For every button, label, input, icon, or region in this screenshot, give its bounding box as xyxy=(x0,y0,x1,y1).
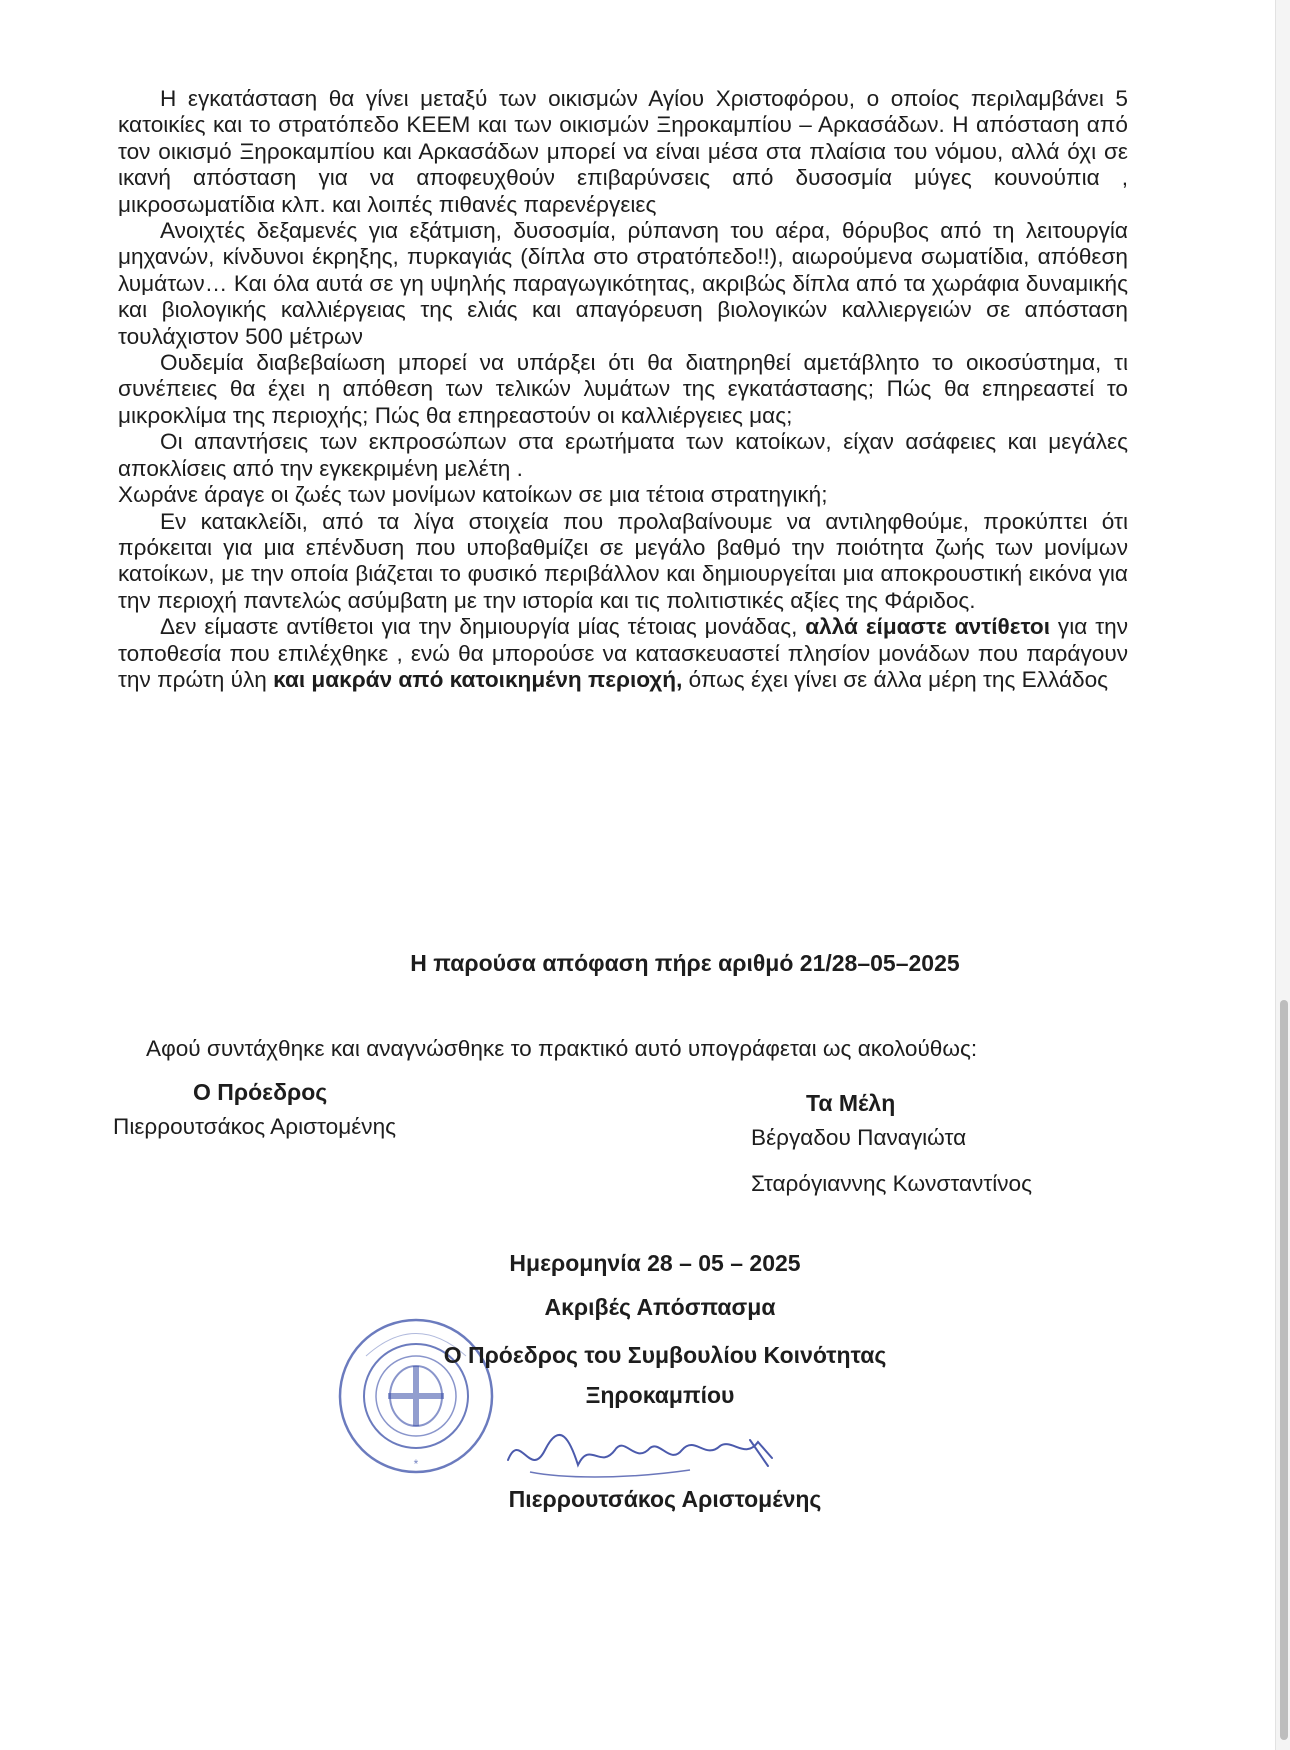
position-bold-2: και μακράν από κατοικημένη περιοχή, xyxy=(273,666,683,692)
paragraph-open-tanks: Ανοιχτές δεξαμενές για εξάτμιση, δυσοσμία, ρύπανση του αέρα, θόρυβος από τη λειτουργία μηχανών, κίνδυνοι έκρηξης, πυρκαγιάς (δίπλα στο στρατόπεδο!!), αιωρούμενα σωματίδια, απόθεση λυμάτων… Και όλα αυτά σε γη υψηλής παραγωγικότητας, ακριβώς δίπλα από τα χωράφια δυναμικής και βιολογικής καλλιέργειας της ελιάς και απαγόρευση βιολογικών καλλιεργειών σε απόσταση τουλάχιστον 500 μέτρων xyxy=(118,218,1128,349)
vertical-scrollbar[interactable] xyxy=(1275,0,1290,1750)
footer-date: Ημερομηνία 28 – 05 – 2025 xyxy=(509,1250,801,1276)
paragraph-ecosystem: Ουδεμία διαβεβαίωση μπορεί να υπάρξει ότι θα διατηρηθεί αμετάβλητο το οικοσύστημα, τι συνέπειες θα έχει η απόθεση των τελικών λυμάτων της εγκατάστασης; Πώς θα επηρεαστεί το μικροκλίμα της περιοχής; Πώς θα επηρεαστούν οι καλλιέργειες μας; xyxy=(118,350,1128,428)
member-name: Βέργαδου Παναγιώτα xyxy=(751,1125,967,1150)
members-title: Τα Μέλη xyxy=(806,1090,896,1116)
handwritten-signature xyxy=(500,1420,780,1490)
position-bold-1: αλλά είμαστε αντίθετοι xyxy=(805,614,1050,640)
decision-number: Η παρούσα απόφαση πήρε αριθμό 21/28–05–2025 xyxy=(410,950,960,976)
paragraph-question: Χωράνε άραγε οι ζωές των μονίμων κατοίκων σε μια τέτοια στρατηγική; xyxy=(118,482,828,508)
member-name: Σταρόγιαννης Κωνσταντίνος xyxy=(751,1171,1033,1196)
svg-text:*: * xyxy=(413,1457,419,1471)
scrollbar-thumb[interactable] xyxy=(1280,1000,1288,1740)
closing-sentence: Αφού συντάχθηκε και αναγνώσθηκε το πρακτικό αυτό υπογράφεται ως ακολούθως: xyxy=(146,1036,978,1061)
paragraph-answers: Οι απαντήσεις των εκπροσώπων στα ερωτήματα των κατοίκων, είχαν ασάφειες και μεγάλες αποκλίσεις από την εγκεκριμένη μελέτη . xyxy=(118,429,1128,481)
paragraph-conclusion: Εν κατακλείδι, από τα λίγα στοιχεία που προλαβαίνουμε να αντιληφθούμε, προκύπτει ότι πρόκειται για μια επένδυση που υποβαθμίζει σε μεγάλο βαθμό την ποιότητα ζωής των μονίμων κατοίκων, με την οποία βιάζεται το φυσικό περιβάλλον και δημιουργείται μια αποκρουστική εικόνα για την περιοχή παντελώς ασύμβατη με την ιστορία και τις πολιτιστικές αξίες της Φάριδος. xyxy=(118,508,1128,613)
footer-signer: Πιερρουτσάκος Αριστομένης xyxy=(508,1486,822,1512)
position-text-2: για την τοποθεσία που επιλέχθηκε , ενώ θα μπορούσε να κατασκευαστεί πλησίον μονάδων που παράγουν την πρώτη ύλη xyxy=(118,614,1128,692)
chair-name: Πιερρουτσάκος Αριστομένης xyxy=(113,1114,397,1139)
paragraph-position xyxy=(118,614,1128,693)
chair-title: Ο Πρόεδρος xyxy=(193,1079,328,1105)
position-text-3: όπως έχει γίνει σε άλλα μέρη της Ελλάδος xyxy=(682,666,1109,692)
document-body xyxy=(118,86,1128,693)
paragraph-installation: Η εγκατάσταση θα γίνει μεταξύ των οικισμών Αγίου Χριστοφόρου, ο οποίος περιλαμβάνει 5 κατοικίες και το στρατόπεδο ΚΕΕΜ και των οικισμών Ξηροκαμπίου – Αρκασάδων. Η απόσταση από τον οικισμό Ξηροκαμπίου και Αρκασάδων μπορεί να είναι μέσα στα πλαίσια του νόμου, αλλά όχι σε ικανή απόσταση για να αποφευχθούν επιβαρύνσεις από δυσοσμία μύγες κουνούπια , μικροσωματίδια κλπ. και λοιπές πιθανές παρενέργειες xyxy=(118,86,1128,217)
footer-copy: Ακριβές Απόσπασμα xyxy=(544,1294,776,1320)
footer-role: Ο Πρόεδρος του Συμβουλίου Κοινότητας xyxy=(443,1342,887,1368)
footer-community: Ξηροκαμπίου xyxy=(585,1382,735,1408)
position-text-1: Δεν είμαστε αντίθετοι για την δημιουργία μίας τέτοιας μονάδας, xyxy=(160,614,806,640)
